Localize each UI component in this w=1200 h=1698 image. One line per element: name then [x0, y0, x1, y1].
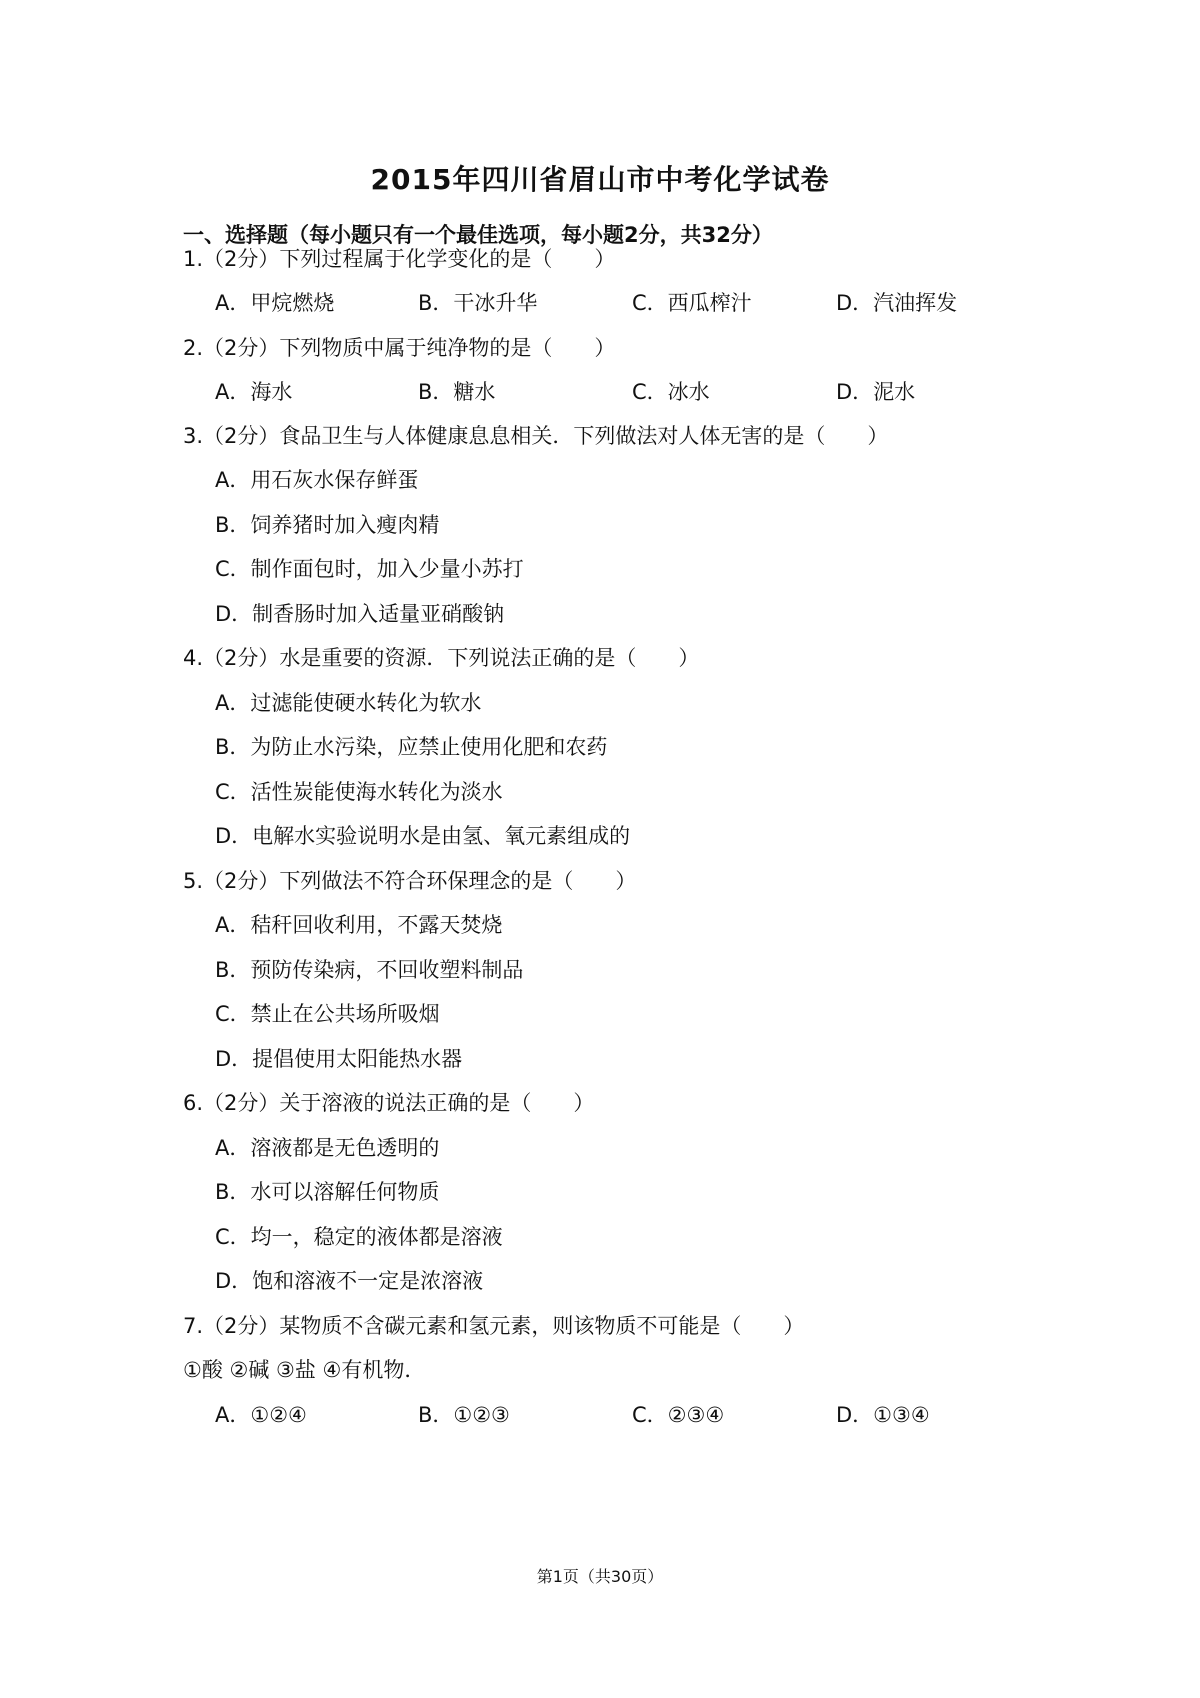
option: D．汽油挥发 — [836, 291, 958, 315]
option: D．①③④ — [836, 1403, 930, 1427]
option: B．干冰升华 — [418, 291, 538, 315]
question-stem: 5.（2分）下列做法不符合环保理念的是（ ） — [183, 869, 637, 893]
option: B．为防止水污染，应禁止使用化肥和农药 — [215, 735, 608, 759]
option: C．西瓜榨汁 — [632, 291, 752, 315]
option: D．提倡使用太阳能热水器 — [215, 1047, 463, 1071]
question-stem: 2.（2分）下列物质中属于纯净物的是（ ） — [183, 336, 616, 360]
option: C．活性炭能使海水转化为淡水 — [215, 780, 503, 804]
option: D．饱和溶液不一定是浓溶液 — [215, 1269, 484, 1293]
question-stem: 4.（2分）水是重要的资源．下列说法正确的是（ ） — [183, 646, 700, 670]
question-stem: 3.（2分）食品卫生与人体健康息息相关．下列做法对人体无害的是（ ） — [183, 424, 889, 448]
page-footer: 第1页（共30页） — [536, 1567, 664, 1586]
option: D．电解水实验说明水是由氢、氧元素组成的 — [215, 824, 631, 848]
option: A．甲烷燃烧 — [215, 291, 335, 315]
option: C．均一，稳定的液体都是溶液 — [215, 1225, 503, 1249]
section-heading: 一、选择题（每小题只有一个最佳选项，每小题2分，共32分） — [183, 223, 773, 247]
option: A．海水 — [215, 380, 293, 404]
option: B．糖水 — [418, 380, 496, 404]
option: A．秸秆回收利用，不露天焚烧 — [215, 913, 503, 937]
question-stem: 6.（2分）关于溶液的说法正确的是（ ） — [183, 1091, 595, 1115]
option: B．饲养猪时加入瘦肉精 — [215, 513, 440, 537]
page-title: 2015年四川省眉山市中考化学试卷 — [370, 163, 830, 196]
option: A．过滤能使硬水转化为软水 — [215, 691, 482, 715]
question-substem: ①酸 ②碱 ③盐 ④有机物． — [183, 1358, 426, 1382]
option: A．溶液都是无色透明的 — [215, 1136, 440, 1160]
option: C．冰水 — [632, 380, 710, 404]
option: B．水可以溶解任何物质 — [215, 1180, 440, 1204]
option: C．②③④ — [632, 1403, 725, 1427]
option: C．制作面包时，加入少量小苏打 — [215, 557, 524, 581]
option: A．用石灰水保存鲜蛋 — [215, 468, 419, 492]
option: A．①②④ — [215, 1403, 307, 1427]
option: D．泥水 — [836, 380, 916, 404]
option: B．①②③ — [418, 1403, 510, 1427]
option: D．制香肠时加入适量亚硝酸钠 — [215, 602, 505, 626]
question-stem: 1.（2分）下列过程属于化学变化的是（ ） — [183, 247, 616, 271]
option: C．禁止在公共场所吸烟 — [215, 1002, 440, 1026]
option: B．预防传染病，不回收塑料制品 — [215, 958, 524, 982]
question-stem: 7.（2分）某物质不含碳元素和氢元素，则该物质不可能是（ ） — [183, 1314, 805, 1338]
